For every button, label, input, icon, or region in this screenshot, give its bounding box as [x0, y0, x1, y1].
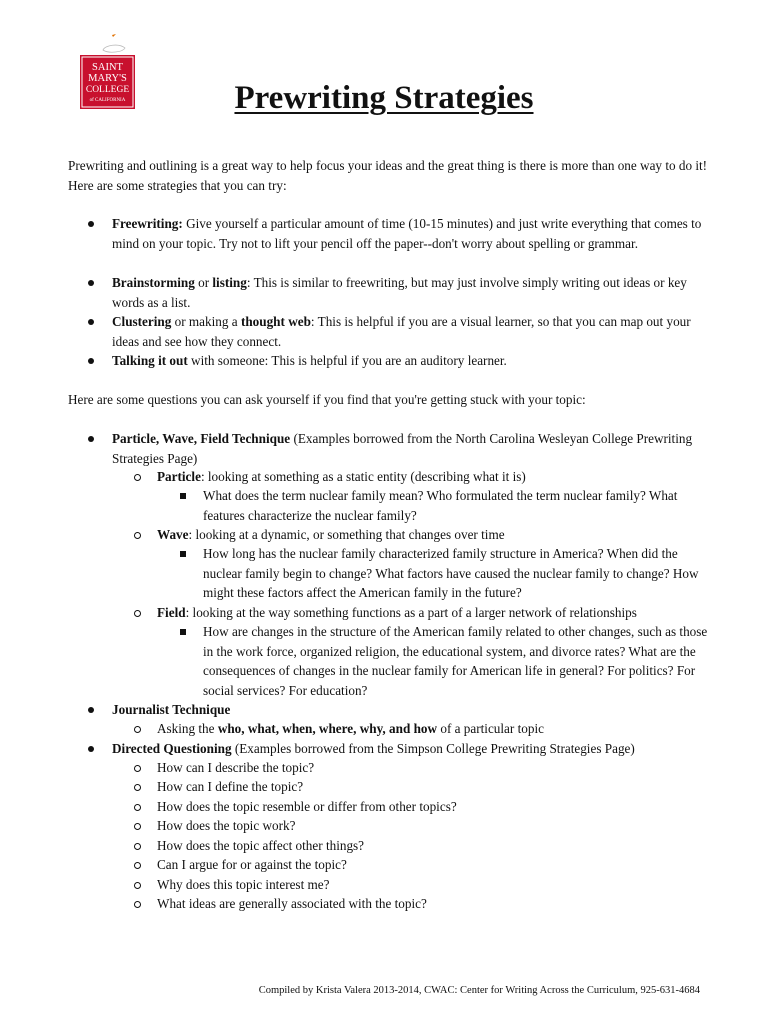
bullet-icon [88, 358, 94, 364]
intro-paragraph: Prewriting and outlining is a great way to help focus your ideas and the great thing is there is more than one way to do it! Here are some strategies that you can try: [68, 158, 708, 193]
bullet-icon [88, 221, 94, 227]
directed-question: Can I argue for or against the topic? [157, 857, 347, 872]
bullet-icon [88, 707, 94, 713]
directed-question: What ideas are generally associated with the topic? [157, 896, 427, 911]
directed-question: How does the topic resemble or differ from other topics? [157, 799, 457, 814]
directed-question: How does the topic affect other things? [157, 838, 365, 853]
list-item-directed: Directed Questioning (Examples borrowed from the Simpson College Prewriting Strategies Page) [112, 741, 635, 756]
circle-bullet-icon [134, 765, 141, 772]
questions-intro: Here are some questions you can ask yourself if you find that you're getting stuck with your topic: [68, 392, 586, 407]
logo-line-3: COLLEGE [85, 85, 130, 95]
logo-line-2: MARY'S [88, 73, 127, 84]
circle-bullet-icon [134, 474, 141, 481]
square-bullet-icon [180, 493, 186, 499]
square-bullet-icon [180, 629, 186, 635]
list-item: Brainstorming or listing: This is similar to freewriting, but may just involve simply writing out ideas or key words as a list. [112, 275, 687, 310]
circle-bullet-icon [134, 901, 141, 908]
bullet-icon [88, 436, 94, 442]
circle-bullet-icon [134, 862, 141, 869]
list-item-journalist-detail: Asking the who, what, when, where, why, and how of a particular topic [157, 721, 544, 736]
logo-line-4: of CALIFORNIA [89, 98, 126, 103]
list-item-pwf: Particle, Wave, Field Technique (Examples borrowed from the North Carolina Wesleyan College Prewriting Strategies Page) [112, 431, 693, 466]
circle-bullet-icon [134, 726, 141, 733]
bullet-icon [88, 746, 94, 752]
circle-bullet-icon [134, 532, 141, 539]
list-item: Clustering or making a thought web: This is helpful if you are a visual learner, so that you can map out your ideas and see how they connect. [112, 314, 691, 349]
list-item-journalist: Journalist Technique [112, 702, 231, 717]
circle-bullet-icon [134, 804, 141, 811]
directed-question: How does the topic work? [157, 818, 296, 833]
circle-bullet-icon [134, 823, 141, 830]
circle-bullet-icon [134, 784, 141, 791]
bullet-icon [88, 319, 94, 325]
circle-bullet-icon [134, 882, 141, 889]
footer-credit: Compiled by Krista Valera 2013-2014, CWAC: Center for Writing Across the Curriculum, 925-631-4684 [258, 985, 700, 996]
list-item-wave-question: How long has the nuclear family characterized family structure in America? When did the nuclear family begin to change? What factors have caused the nuclear family to change? How might these factors affect the American family in the future? [203, 546, 699, 600]
directed-question: How can I define the topic? [157, 779, 304, 794]
list-item-particle: Particle: looking at something as a static entity (describing what it is) [157, 469, 526, 484]
circle-bullet-icon [134, 610, 141, 617]
list-item: Freewriting: Give yourself a particular amount of time (10-15 minutes) and just write everything that comes to mind on your topic. Try not to lift your pencil off the paper--don't worry about spelling or grammar. [112, 216, 702, 251]
bullet-icon [88, 280, 94, 286]
list-item-particle-question: What does the term nuclear family mean? Who formulated the term nuclear family? What features characterize the nuclear family? [203, 488, 678, 523]
list-item-field: Field: looking at the way something functions as a part of a larger network of relationships [157, 605, 637, 620]
list-item-field-question: How are changes in the structure of the American family related to other changes, such as those in the work force, organized religion, the educational system, and divorce rates? What are the consequences of changes in the nuclear family for American life in general? For politics? For social services? For education? [203, 624, 708, 698]
square-bullet-icon [180, 551, 186, 557]
list-item: Talking it out with someone: This is helpful if you are an auditory learner. [112, 353, 507, 368]
page-title: Prewriting Strategies [234, 80, 534, 116]
list-item-wave: Wave: looking at a dynamic, or something that changes over time [157, 527, 505, 542]
circle-bullet-icon [134, 843, 141, 850]
logo-line-1: SAINT [92, 62, 123, 73]
directed-question: Why does this topic interest me? [157, 877, 330, 892]
directed-question: How can I describe the topic? [157, 760, 315, 775]
